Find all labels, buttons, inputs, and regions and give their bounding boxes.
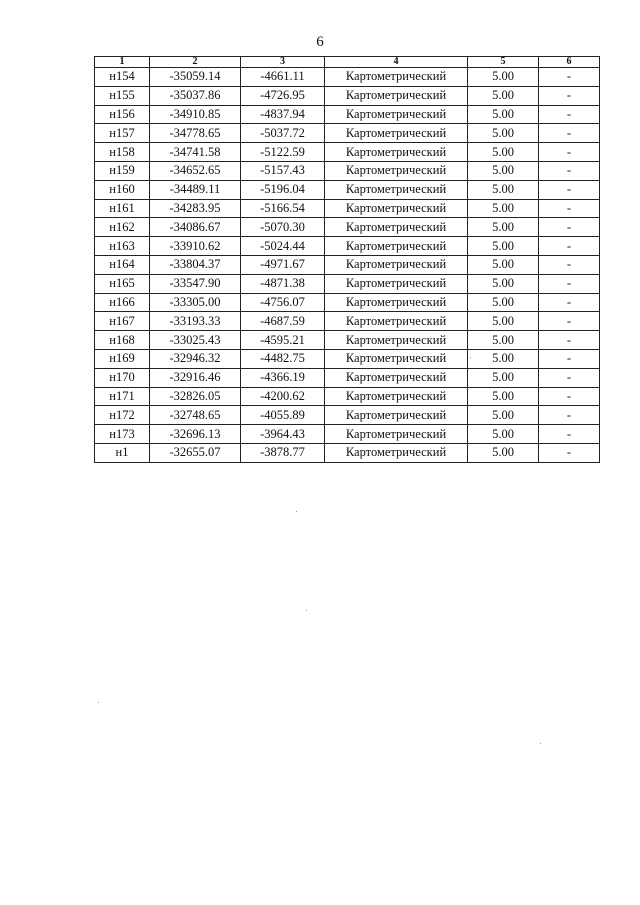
table-row	[95, 425, 600, 444]
x-coordinate-cell: -34283.95	[150, 199, 241, 218]
y-coordinate-cell: -3878.77	[241, 443, 325, 462]
y-coordinate-cell: -5070.30	[241, 218, 325, 237]
y-coordinate-cell: -5196.04	[241, 180, 325, 199]
point-id-cell: н171	[95, 387, 150, 406]
table-row	[95, 443, 600, 462]
x-coordinate-cell: -35037.86	[150, 86, 241, 105]
x-coordinate-cell: -33547.90	[150, 274, 241, 293]
x-coordinate-cell: -32826.05	[150, 387, 241, 406]
accuracy-cell: 5.00	[468, 218, 539, 237]
y-coordinate-cell: -4366.19	[241, 368, 325, 387]
accuracy-cell: 5.00	[468, 237, 539, 256]
note-cell: -	[539, 293, 600, 312]
point-id-cell: н161	[95, 199, 150, 218]
note-cell: -	[539, 425, 600, 444]
y-coordinate-cell: -4055.89	[241, 406, 325, 425]
y-coordinate-cell: -4200.62	[241, 387, 325, 406]
column-header: 3	[241, 57, 325, 68]
x-coordinate-cell: -34086.67	[150, 218, 241, 237]
method-cell: Картометрический	[325, 199, 468, 218]
method-cell: Картометрический	[325, 180, 468, 199]
x-coordinate-cell: -33193.33	[150, 312, 241, 331]
point-id-cell: н165	[95, 274, 150, 293]
note-cell: -	[539, 180, 600, 199]
note-cell: -	[539, 86, 600, 105]
note-cell: -	[539, 105, 600, 124]
method-cell: Картометрический	[325, 255, 468, 274]
point-id-cell: н156	[95, 105, 150, 124]
point-id-cell: н172	[95, 406, 150, 425]
accuracy-cell: 5.00	[468, 255, 539, 274]
accuracy-cell: 5.00	[468, 368, 539, 387]
point-id-cell: н164	[95, 255, 150, 274]
method-cell: Картометрический	[325, 406, 468, 425]
column-header: 1	[95, 57, 150, 68]
note-cell: -	[539, 406, 600, 425]
table-row	[95, 293, 600, 312]
method-cell: Картометрический	[325, 68, 468, 87]
method-cell: Картометрический	[325, 86, 468, 105]
table-row	[95, 237, 600, 256]
note-cell: -	[539, 368, 600, 387]
x-coordinate-cell: -34910.85	[150, 105, 241, 124]
accuracy-cell: 5.00	[468, 180, 539, 199]
accuracy-cell: 5.00	[468, 105, 539, 124]
x-coordinate-cell: -32946.32	[150, 349, 241, 368]
note-cell: -	[539, 218, 600, 237]
method-cell: Картометрический	[325, 349, 468, 368]
y-coordinate-cell: -4971.67	[241, 255, 325, 274]
table-header-row	[95, 57, 600, 68]
table-row	[95, 406, 600, 425]
method-cell: Картометрический	[325, 105, 468, 124]
page-number: 6	[316, 34, 324, 50]
column-header: 4	[325, 57, 468, 68]
table-row	[95, 86, 600, 105]
note-cell: -	[539, 331, 600, 350]
method-cell: Картометрический	[325, 161, 468, 180]
x-coordinate-cell: -32655.07	[150, 443, 241, 462]
point-id-cell: н160	[95, 180, 150, 199]
x-coordinate-cell: -33305.00	[150, 293, 241, 312]
accuracy-cell: 5.00	[468, 86, 539, 105]
method-cell: Картометрический	[325, 312, 468, 331]
y-coordinate-cell: -4871.38	[241, 274, 325, 293]
x-coordinate-cell: -34778.65	[150, 124, 241, 143]
accuracy-cell: 5.00	[468, 143, 539, 162]
accuracy-cell: 5.00	[468, 443, 539, 462]
point-id-cell: н1	[95, 443, 150, 462]
accuracy-cell: 5.00	[468, 312, 539, 331]
column-header: 6	[539, 57, 600, 68]
column-header: 2	[150, 57, 241, 68]
table-row	[95, 218, 600, 237]
y-coordinate-cell: -4595.21	[241, 331, 325, 350]
y-coordinate-cell: -4726.95	[241, 86, 325, 105]
note-cell: -	[539, 274, 600, 293]
point-id-cell: н170	[95, 368, 150, 387]
point-id-cell: н169	[95, 349, 150, 368]
table-body	[95, 68, 600, 463]
note-cell: -	[539, 68, 600, 87]
x-coordinate-cell: -33025.43	[150, 331, 241, 350]
y-coordinate-cell: -4687.59	[241, 312, 325, 331]
x-coordinate-cell: -32916.46	[150, 368, 241, 387]
accuracy-cell: 5.00	[468, 349, 539, 368]
point-id-cell: н159	[95, 161, 150, 180]
table-row	[95, 68, 600, 87]
note-cell: -	[539, 124, 600, 143]
point-id-cell: н158	[95, 143, 150, 162]
point-id-cell: н162	[95, 218, 150, 237]
point-id-cell: н157	[95, 124, 150, 143]
point-id-cell: н173	[95, 425, 150, 444]
y-coordinate-cell: -4837.94	[241, 105, 325, 124]
y-coordinate-cell: -4661.11	[241, 68, 325, 87]
note-cell: -	[539, 161, 600, 180]
table-row	[95, 312, 600, 331]
accuracy-cell: 5.00	[468, 387, 539, 406]
method-cell: Картометрический	[325, 218, 468, 237]
scan-speck	[540, 743, 541, 744]
x-coordinate-cell: -34741.58	[150, 143, 241, 162]
y-coordinate-cell: -5037.72	[241, 124, 325, 143]
table-row	[95, 143, 600, 162]
table-row	[95, 199, 600, 218]
method-cell: Картометрический	[325, 124, 468, 143]
x-coordinate-cell: -35059.14	[150, 68, 241, 87]
method-cell: Картометрический	[325, 331, 468, 350]
note-cell: -	[539, 199, 600, 218]
accuracy-cell: 5.00	[468, 124, 539, 143]
y-coordinate-cell: -5166.54	[241, 199, 325, 218]
method-cell: Картометрический	[325, 143, 468, 162]
table-row	[95, 368, 600, 387]
method-cell: Картометрический	[325, 443, 468, 462]
x-coordinate-cell: -32748.65	[150, 406, 241, 425]
note-cell: -	[539, 237, 600, 256]
point-id-cell: н167	[95, 312, 150, 331]
accuracy-cell: 5.00	[468, 274, 539, 293]
point-id-cell: н168	[95, 331, 150, 350]
table-row	[95, 105, 600, 124]
point-id-cell: н155	[95, 86, 150, 105]
note-cell: -	[539, 255, 600, 274]
scan-speck	[98, 702, 99, 703]
x-coordinate-cell: -33804.37	[150, 255, 241, 274]
table-row	[95, 180, 600, 199]
accuracy-cell: 5.00	[468, 199, 539, 218]
x-coordinate-cell: -32696.13	[150, 425, 241, 444]
point-id-cell: н163	[95, 237, 150, 256]
accuracy-cell: 5.00	[468, 406, 539, 425]
table-row	[95, 255, 600, 274]
accuracy-cell: 5.00	[468, 331, 539, 350]
accuracy-cell: 5.00	[468, 293, 539, 312]
note-cell: -	[539, 143, 600, 162]
y-coordinate-cell: -5157.43	[241, 161, 325, 180]
x-coordinate-cell: -34652.65	[150, 161, 241, 180]
x-coordinate-cell: -34489.11	[150, 180, 241, 199]
x-coordinate-cell: -33910.62	[150, 237, 241, 256]
note-cell: -	[539, 443, 600, 462]
accuracy-cell: 5.00	[468, 68, 539, 87]
method-cell: Картометрический	[325, 425, 468, 444]
table-row	[95, 161, 600, 180]
y-coordinate-cell: -4482.75	[241, 349, 325, 368]
accuracy-cell: 5.00	[468, 161, 539, 180]
method-cell: Картометрический	[325, 387, 468, 406]
table-row	[95, 331, 600, 350]
y-coordinate-cell: -4756.07	[241, 293, 325, 312]
method-cell: Картометрический	[325, 237, 468, 256]
table-row	[95, 349, 600, 368]
note-cell: -	[539, 312, 600, 331]
table-row	[95, 387, 600, 406]
y-coordinate-cell: -5024.44	[241, 237, 325, 256]
method-cell: Картометрический	[325, 293, 468, 312]
y-coordinate-cell: -3964.43	[241, 425, 325, 444]
coordinates-table	[94, 56, 600, 463]
method-cell: Картометрический	[325, 274, 468, 293]
note-cell: -	[539, 387, 600, 406]
point-id-cell: н166	[95, 293, 150, 312]
scan-speck	[470, 357, 471, 358]
scan-speck	[306, 610, 307, 611]
table-row	[95, 124, 600, 143]
point-id-cell: н154	[95, 68, 150, 87]
scan-speck	[296, 511, 297, 512]
column-header: 5	[468, 57, 539, 68]
method-cell: Картометрический	[325, 368, 468, 387]
note-cell: -	[539, 349, 600, 368]
table-row	[95, 274, 600, 293]
y-coordinate-cell: -5122.59	[241, 143, 325, 162]
accuracy-cell: 5.00	[468, 425, 539, 444]
